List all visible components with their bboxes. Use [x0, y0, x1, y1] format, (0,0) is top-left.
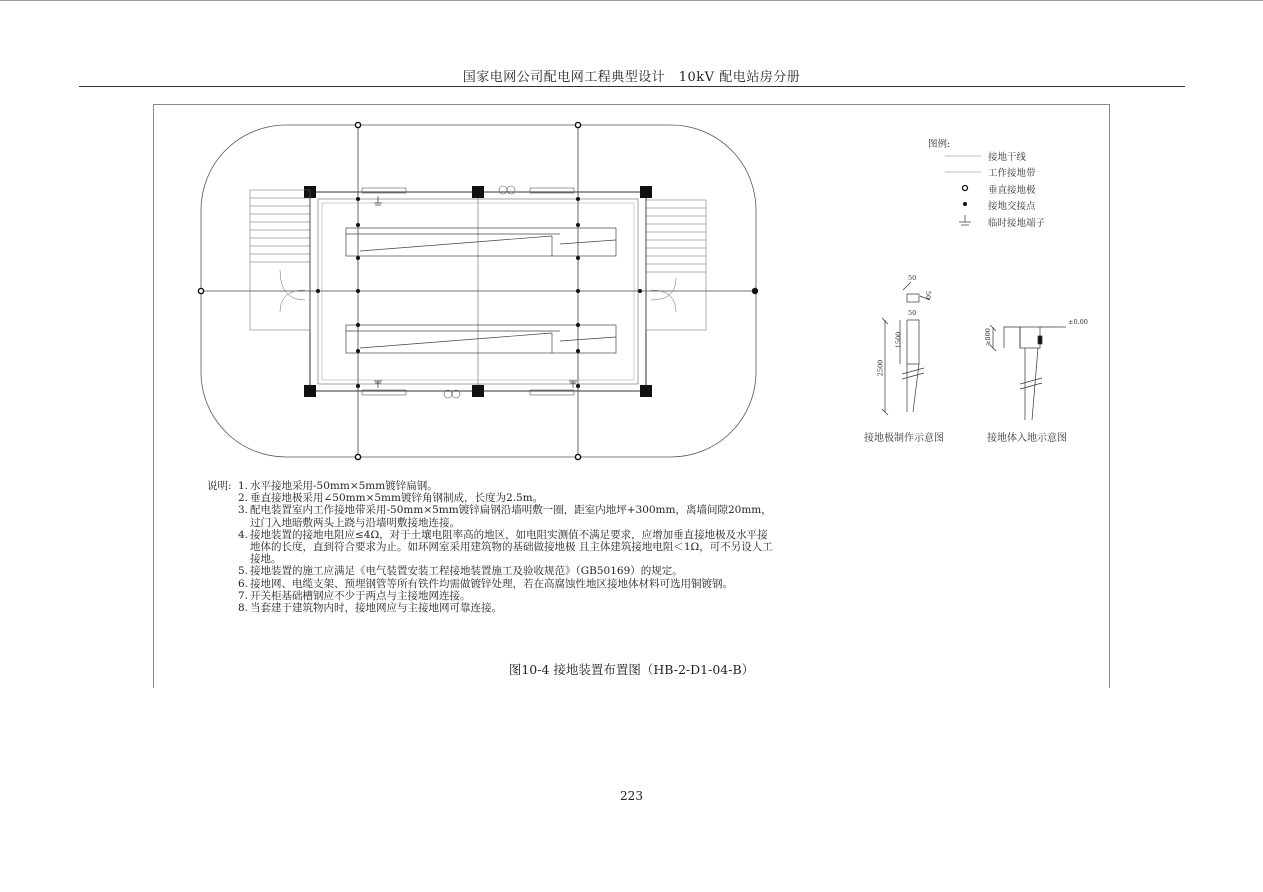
dim-label: 50: [908, 274, 917, 282]
note-item: 6. 接地网、电缆支架、预埋钢管等所有铁件均需做镀锌处理，若在高腐蚀性地区接地体材料可选用铜镀钢。: [238, 577, 733, 590]
note-item: 8. 当套建于建筑物内时，接地网应与主接地网可靠连接。: [238, 602, 502, 615]
dim-label: 2500: [876, 359, 885, 377]
cable-trench-upper: [346, 228, 616, 256]
electrode-detail-caption: 接地极制作示意图: [864, 433, 944, 444]
dim-label: 1500: [894, 331, 903, 349]
installation-detail-caption: 接地体入地示意图: [987, 433, 1067, 444]
dim-label: ≥800: [983, 328, 992, 346]
dim-label: 50: [924, 290, 933, 300]
page-number: 223: [620, 789, 643, 803]
column: [472, 385, 484, 397]
dim-label: ±0.00: [1068, 318, 1088, 326]
note-item: 5. 接地装置的施工应满足《电气装置安装工程接地装置施工及验收规范》（GB50169）的规定。: [238, 565, 683, 578]
column: [472, 186, 484, 198]
legend-item: 工作接地带: [988, 168, 1036, 179]
legend-item: 接地交接点: [988, 201, 1036, 212]
legend-item: 接地干线: [988, 152, 1027, 163]
legend-item: 垂直接地极: [988, 185, 1036, 196]
temp-ground-terminal: [374, 196, 577, 388]
page-header: 国家电网公司配电网工程典型设计 10kV 配电站房分册: [462, 70, 801, 85]
column: [304, 385, 316, 397]
legend-item: 临时接地端子: [988, 218, 1046, 229]
column: [640, 385, 652, 397]
ground-junction: [752, 288, 758, 294]
figure-caption: 图10-4 接地装置布置图（HB-2-D1-04-B）: [508, 662, 755, 677]
stair-right: [646, 200, 706, 330]
legend-title: 图例:: [928, 139, 951, 150]
note-item: 2. 垂直接地极采用∠50mm×5mm镀锌角钢制成，长度为2.5m。: [238, 492, 544, 505]
note-item: 3. 配电装置室内工作接地带采用-50mm×5mm镀锌扁钢沿墙明敷一圈，距室内地坪+300mm，离墙间隙20mm，过门入地暗敷两头上跷与沿墙明敷接地连接。: [238, 504, 772, 529]
installation-detail: [990, 325, 1066, 420]
legend-symbols: [945, 156, 981, 225]
column: [640, 186, 652, 198]
note-item: 4. 接地装置的接地电阻应≤4Ω，对于土壤电阻率高的地区，如电阻实测值不满足要求，应增加垂直接地极及水平接地体的长度，直到符合要求为止。如环网室采用建筑物的基础做接地极 且主体建筑接地电阻＜1Ω，可不另设人工接地。: [238, 528, 773, 566]
cable-trench-lower: [346, 325, 616, 353]
stair-left: [250, 190, 310, 330]
notes: [207, 480, 777, 614]
note-item: 说明: 1. 水平接地采用-50mm×5mm镀锌扁钢。: [207, 480, 438, 492]
notes-label: 说明:: [207, 480, 232, 492]
dim-label: 50: [908, 309, 917, 317]
junction-points: [316, 197, 642, 388]
electrode-detail: [882, 282, 933, 415]
note-item: 7. 开关柜基础槽钢应不少于两点与主接地网连接。: [238, 589, 471, 602]
vent: [444, 186, 515, 398]
